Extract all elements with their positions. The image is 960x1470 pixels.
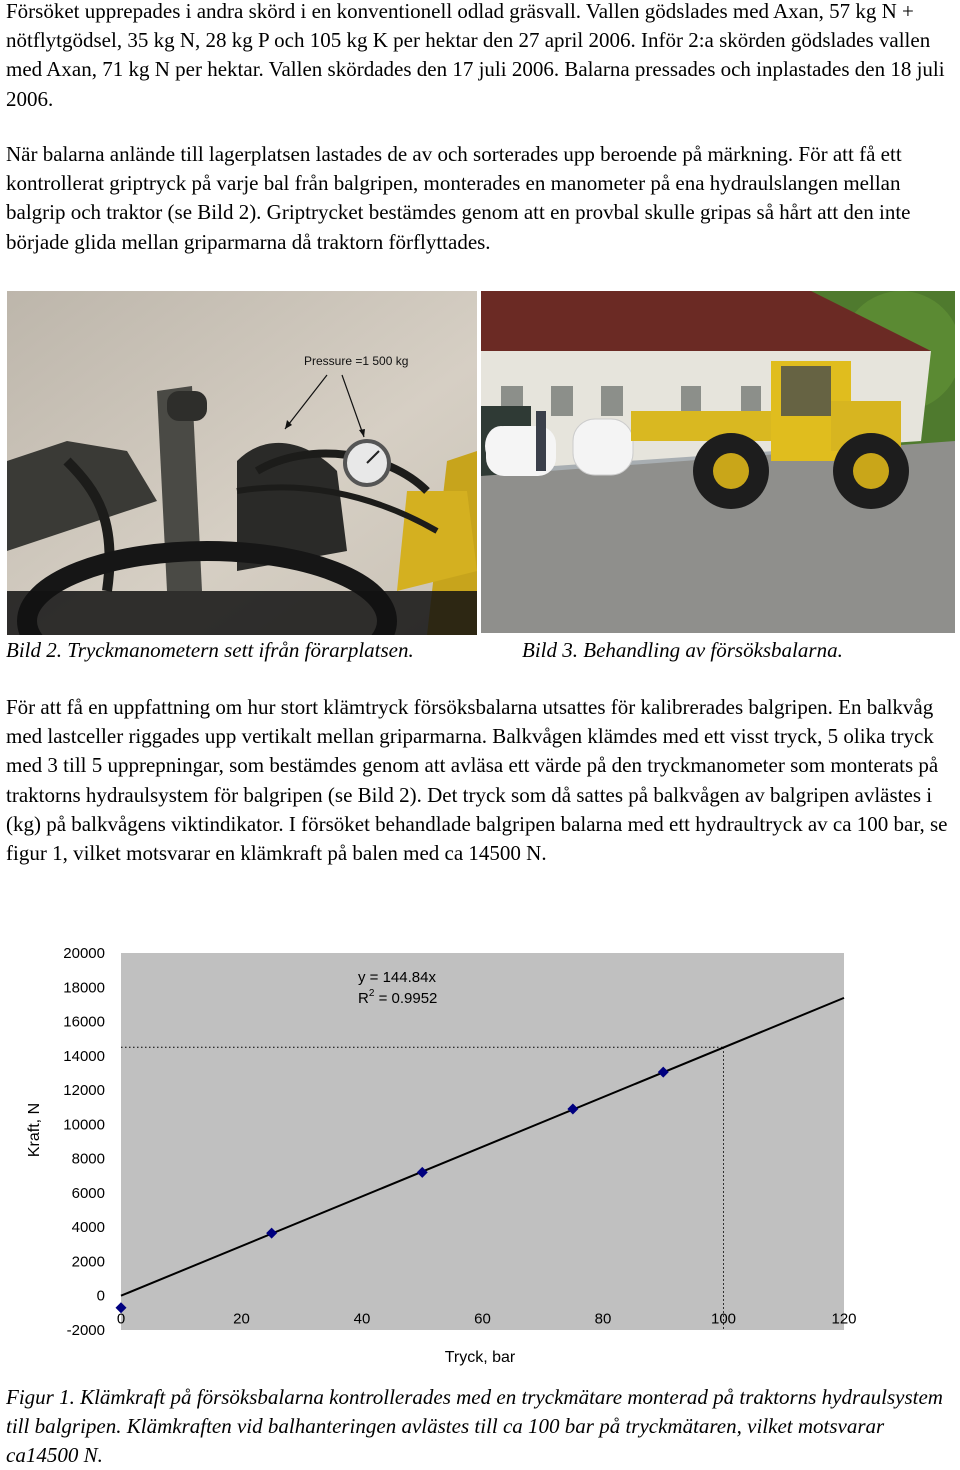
x-tick-label: 20 bbox=[233, 1310, 250, 1328]
y-tick-label: -2000 bbox=[66, 1322, 105, 1339]
y-tick-label: 18000 bbox=[63, 979, 105, 997]
x-tick-label: 40 bbox=[353, 1310, 371, 1328]
trend-equation: y = 144.84x bbox=[358, 969, 436, 986]
y-tick-label: 10000 bbox=[63, 1116, 105, 1134]
intro-paragraph: Försöket upprepades i andra skörd i en konventionell odlad gräsvall. Vallen gödslades med Axan, 57 kg N + nötflytgödsel, 35 kg N, 28 kg P och 105 kg K per hektar den 27 april 2006. Inför 2:a skörden gödslades vallen med Axan, 71 kg N per hektar. Vallen skördades den 17 juli 2006. Balarna pressades och inplastades den 18 juli 2006. bbox=[6, 0, 945, 111]
y-tick-label: 4000 bbox=[71, 1219, 105, 1237]
y-tick-label: 2000 bbox=[71, 1253, 105, 1271]
r-squared-value: = 0.9952 bbox=[374, 990, 438, 1007]
x-tick-label: 60 bbox=[474, 1310, 491, 1328]
figure-caption: Figur 1. Klämkraft på försöksbalarna kontrollerades med en tryckmätare monterad på traktorns hydraulsystem till balgripen. Klämkraften vid balhanteringen avlästes till ca 100 bar på tryckmätaren, vilket motsvarar ca14500 N. bbox=[6, 1385, 943, 1467]
r-squared-symbol: R bbox=[358, 990, 369, 1007]
y-tick-label: 8000 bbox=[71, 1150, 105, 1168]
x-tick-label: 0 bbox=[116, 1310, 126, 1328]
x-tick-label: 80 bbox=[594, 1310, 612, 1328]
x-tick-label: 120 bbox=[831, 1310, 857, 1328]
pressure-annotation: Pressure =1 500 kg bbox=[304, 354, 409, 368]
y-axis-label: Kraft, N bbox=[26, 1102, 43, 1158]
y-tick-label: 0 bbox=[96, 1287, 105, 1305]
x-tick-label: 100 bbox=[710, 1310, 737, 1328]
y-tick-label: 20000 bbox=[63, 945, 105, 962]
photo-caption-bild3: Bild 3. Behandling av försöksbalarna. bbox=[522, 638, 843, 662]
r-squared-exponent: 2 bbox=[368, 988, 375, 999]
y-tick-label: 12000 bbox=[63, 1082, 105, 1100]
photo-bale-handling bbox=[481, 291, 955, 633]
method-paragraph: När balarna anlände till lagerplatsen lastades de av och sorterades upp beroende på märkning. För att få ett kontrollerat griptryck på varje bal från balgripen, monterades en manometer på ena hydraulslangen mellan balgrip och traktor (se Bild 2). Griptrycket bestämdes genom att en provbal skulle gripas så hårt att den inte började glida mellan griparmarna då traktorn förflyttades. bbox=[6, 142, 911, 254]
y-tick-labels bbox=[63, 945, 105, 1339]
calibration-chart bbox=[0, 930, 960, 1380]
y-tick-label: 16000 bbox=[63, 1013, 105, 1031]
y-tick-label: 14000 bbox=[63, 1047, 105, 1065]
photo-pressure-gauge bbox=[7, 291, 477, 635]
y-tick-label: 6000 bbox=[71, 1184, 105, 1202]
x-axis-label: Tryck, bar bbox=[444, 1349, 516, 1366]
plot-area bbox=[121, 953, 844, 1330]
calibration-paragraph: För att få en uppfattning om hur stort klämtryck försöksbalarna utsattes för kalibrerades balgripen. En balkvåg med lastceller riggades upp vertikalt mellan griparmarna. Balkvågen klämdes med ett visst tryck, 5 olika tryck med 3 till 5 upprepningar, som bestämdes genom att avläsa ett värde på den tryckmanometer som monterats på traktorns hydraulsystem för balgripen (se Bild 2). Det tryck som då sattes på balkvågen av balgripen avlästes i (kg) på balkvågens viktindikator. I försöket behandlade balgripen balarna med ett hydraultryck av ca 100 bar, se figur 1, vilket motsvarar en klämkraft på balen med ca 14500 N. bbox=[6, 695, 948, 866]
photo-caption-bild2: Bild 2. Tryckmanometern sett ifrån förarplatsen. bbox=[6, 638, 414, 662]
